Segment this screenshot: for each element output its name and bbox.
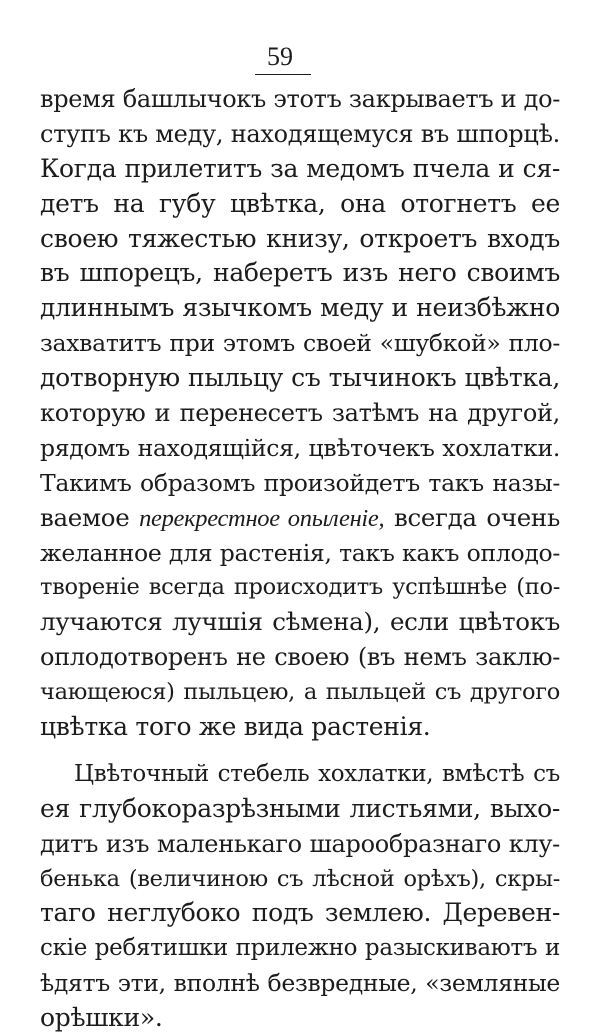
text-line: ея глубокоразрѣзными листьями, выхо- xyxy=(40,793,560,823)
text-line: длиннымъ язычкомъ меду и неизбѣжно xyxy=(40,293,560,323)
text-line: Когда прилетитъ за медомъ пчела и ся- xyxy=(40,153,560,183)
text-line: орѣшки». xyxy=(40,1003,163,1033)
paragraph-gap xyxy=(40,745,560,757)
text-line: желанное для растенія, такъ какъ оплодо- xyxy=(40,538,560,567)
text-line: ступъ къ меду, находящемуся въ шпорцѣ. xyxy=(40,119,560,148)
text-line: захватитъ при этомъ своей «шубкой» пло- xyxy=(40,329,560,358)
text-line: ѣдятъ эти, вполнѣ безвредные, «земляные xyxy=(40,969,560,998)
text-segment: ваемое xyxy=(40,502,140,532)
text-line: время башлычокъ этотъ закрываетъ и до- xyxy=(40,85,561,113)
text-line: дитъ изъ маленькаго шарообразнаго клу- xyxy=(40,829,560,858)
text-line: Цвѣточный стебель хохлатки, вмѣстѣ съ xyxy=(74,760,560,787)
text-line: твореніе всегда происходитъ успѣшнѣе (по- xyxy=(40,574,560,601)
text-line: Такимъ образомъ произойдетъ такъ назы- xyxy=(40,468,560,497)
body-text xyxy=(40,82,560,1036)
page-number: 59 xyxy=(267,42,293,71)
text-segment: всегда очень xyxy=(384,502,560,532)
text-line-with-italic xyxy=(40,501,560,536)
page-number-rule xyxy=(255,74,311,75)
text-line: своею тяжестью книзу, откроетъ входъ xyxy=(40,223,560,253)
text-line: дотворную пыльцу съ тычинокъ цвѣтка, xyxy=(40,363,560,393)
text-line: цвѣтка того же вида растенія. xyxy=(40,712,431,742)
italic-term: перекрестное опыленіе, xyxy=(139,504,385,532)
text-line: въ шпорецъ, наберетъ изъ него своимъ xyxy=(40,258,560,288)
text-line: оплодотворенъ не своею (въ немъ заклю- xyxy=(40,643,560,672)
text-line: которую и перенесетъ затѣмъ на другой, xyxy=(40,399,560,428)
text-line: скіе ребятишки прилежно разыскиваютъ и xyxy=(40,935,560,962)
text-line: чающеюся) пыльцею, а пыльцей съ другого xyxy=(40,679,560,706)
text-line: бенька (величиною съ лѣсной орѣхъ), скры- xyxy=(40,865,560,892)
text-line: лучаются лучшія сѣмена), если цвѣтокъ xyxy=(40,607,560,637)
text-line: рядомъ находящійся, цвѣточекъ хохлатки. xyxy=(40,433,560,462)
text-line: таго неглубоко подъ землею. Деревен- xyxy=(40,898,560,928)
text-line: детъ на губу цвѣтка, она отогнетъ ее xyxy=(40,188,560,218)
